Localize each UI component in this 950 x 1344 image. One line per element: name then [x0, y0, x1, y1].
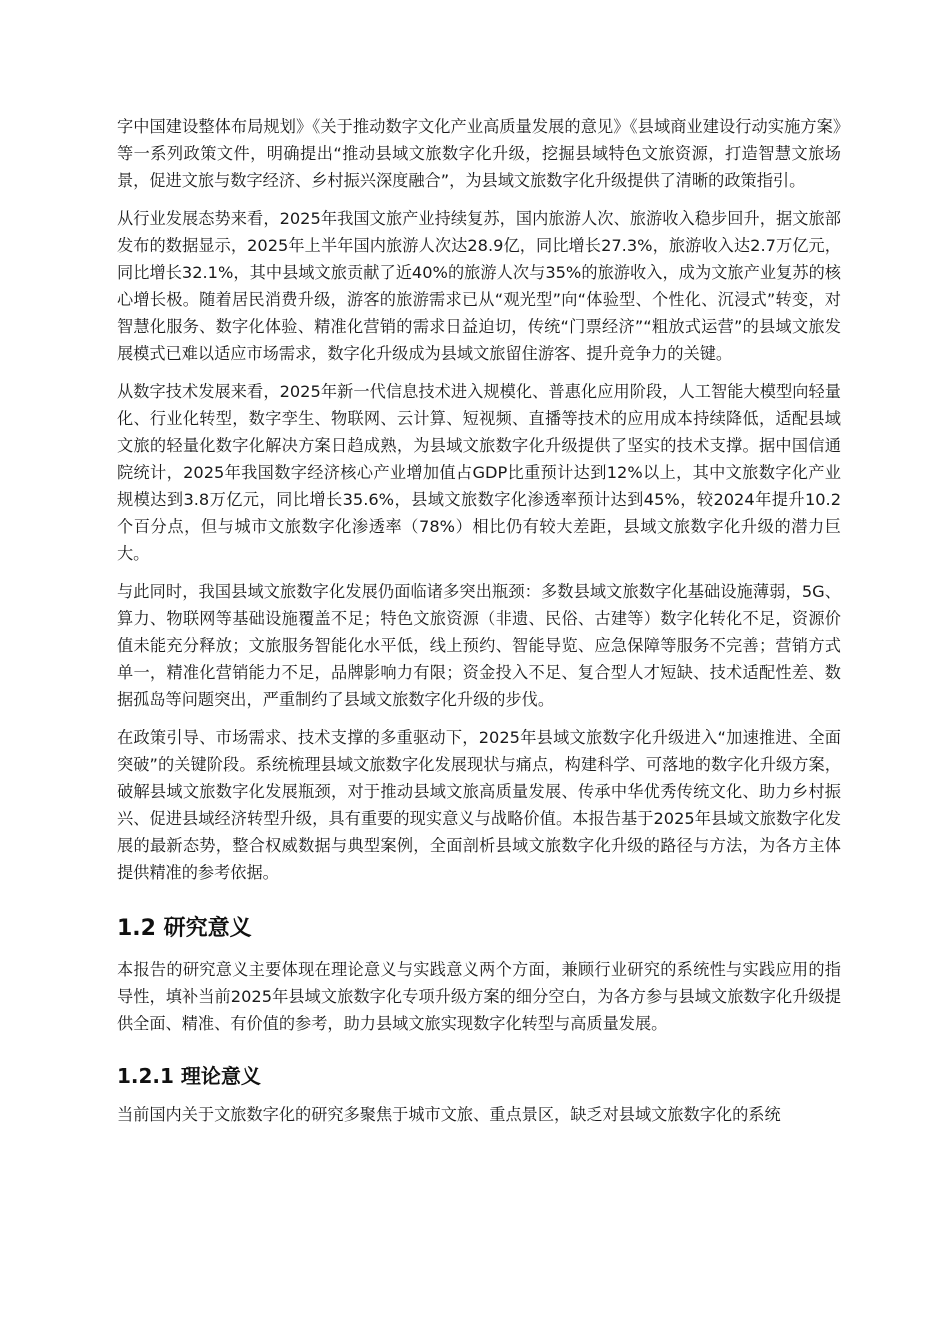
body-paragraph: 当前国内关于文旅数字化的研究多聚焦于城市文旅、重点景区，缺乏对县域文旅数字化的系统 [117, 1105, 781, 1124]
body-paragraph: 与此同时，我国县域文旅数字化发展仍面临诸多突出瓶颈：多数县域文旅数字化基础设施薄弱，5G、算力、物联网等基础设施覆盖不足；特色文旅资源（非遗、民俗、古建等）数字化转化不足，资源价值未能充分释放；文旅服务智能化水平低，线上预约、智能导览、应急保障等服务不完善；营销方式单一，精准化营销能力不足，品牌影响力有限；资金投入不足、复合型人才短缺、技术适配性差、数据孤岛等问题突出，严重制约了县域文旅数字化升级的步伐。 [117, 582, 841, 709]
body-paragraph: 字中国建设整体布局规划》《关于推动数字文化产业高质量发展的意见》《县域商业建设行动实施方案》等一系列政策文件，明确提出“推动县域文旅数字化升级，挖掘县域特色文旅资源，打造智慧文旅场景，促进文旅与数字经济、乡村振兴深度融合”，为县域文旅数字化升级提供了清晰的政策指引。 [117, 117, 841, 190]
body-paragraph: 本报告的研究意义主要体现在理论意义与实践意义两个方面，兼顾行业研究的系统性与实践应用的指导性，填补当前2025年县域文旅数字化专项升级方案的细分空白，为各方参与县域文旅数字化升级提供全面、精准、有价值的参考，助力县域文旅实现数字化转型与高质量发展。 [117, 960, 841, 1033]
section-heading-research-significance: 1.2 研究意义 [117, 916, 252, 941]
subsection-heading-theoretical-significance: 1.2.1 理论意义 [117, 1064, 261, 1088]
body-paragraph: 从数字技术发展来看，2025年新一代信息技术进入规模化、普惠化应用阶段，人工智能大模型向轻量化、行业化转型，数字孪生、物联网、云计算、短视频、直播等技术的应用成本持续降低，适配县域文旅的轻量化数字化解决方案日趋成熟，为县域文旅数字化升级提供了坚实的技术支撑。据中国信通院统计，2025年我国数字经济核心产业增加值占GDP比重预计达到12%以上，其中文旅数字化产业规模达到3.8万亿元，同比增长35.6%，县域文旅数字化渗透率预计达到45%，较2024年提升10.2个百分点，但与城市文旅数字化渗透率（78%）相比仍有较大差距，县域文旅数字化升级的潜力巨大。 [117, 382, 841, 563]
document-page [117, 113, 841, 1139]
body-paragraph: 从行业发展态势来看，2025年我国文旅产业持续复苏，国内旅游人次、旅游收入稳步回升，据文旅部发布的数据显示，2025年上半年国内旅游人次达28.9亿，同比增长27.3%，旅游收入达2.7万亿元，同比增长32.1%，其中县域文旅贡献了近40%的旅游人次与35%的旅游收入，成为文旅产业复苏的核心增长极。随着居民消费升级，游客的旅游需求已从“观光型”向“体验型、个性化、沉浸式”转变，对智慧化服务、数字化体验、精准化营销的需求日益迫切，传统“门票经济”“粗放式运营”的县域文旅发展模式已难以适应市场需求，数字化升级成为县域文旅留住游客、提升竞争力的关键。 [117, 209, 841, 363]
body-paragraph: 在政策引导、市场需求、技术支撑的多重驱动下，2025年县域文旅数字化升级进入“加速推进、全面突破”的关键阶段。系统梳理县域文旅数字化发展现状与痛点，构建科学、可落地的数字化升级方案，破解县域文旅数字化发展瓶颈，对于推动县域文旅高质量发展、传承中华优秀传统文化、助力乡村振兴、促进县域经济转型升级，具有重要的现实意义与战略价值。本报告基于2025年县域文旅数字化发展的最新态势，整合权威数据与典型案例，全面剖析县域文旅数字化升级的路径与方法，为各方主体提供精准的参考依据。 [117, 728, 841, 882]
